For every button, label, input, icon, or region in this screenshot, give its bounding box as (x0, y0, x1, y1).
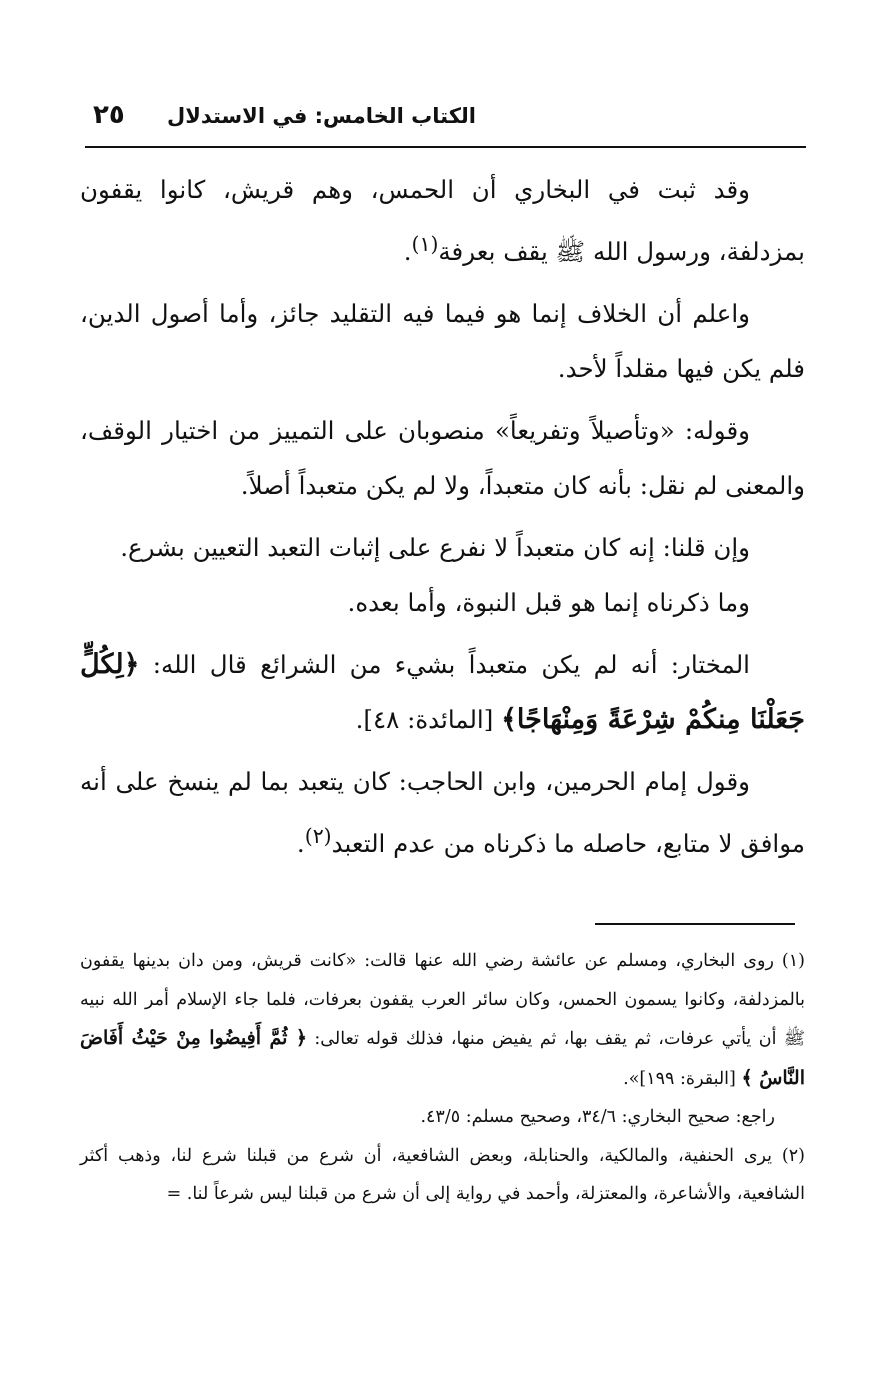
footnote-1 (80, 942, 805, 1098)
paragraph-5: وما ذكرناه إنما هو قبل النبوة، وأما بعده. (347, 588, 750, 618)
footnote-1-text: (١) روى البخاري، ومسلم عن عائشة رضي الله عنها قالت: «كانت قريش، ومن دان بدينها يقفون بالمزدلفة، وكانوا يسمون الحمس، وكان سائر العرب يقفون بعرفات، فلما جاء الإسلام أمر الله نبيه ﷺ أن يأتي عرفات، ثم يقف بها، ثم يفيض منها، فذلك قوله تعالى: (80, 951, 805, 1049)
paragraph-1-text: وقد ثبت في البخاري أن الحمس، وهم قريش، كانوا يقفون بمزدلفة، ورسول الله ﷺ يقف بعرفة (80, 175, 805, 267)
paragraph-3: وقوله: «وتأصيلاً وتفريعاً» منصوبان على التمييز من اختيار الوقف، والمعنى لم نقل: بأنه كان متعبداً، ولا لم يكن متعبداً أصلاً. (80, 416, 805, 501)
page-number: ٢٥ (93, 100, 125, 130)
paragraph-6 (80, 637, 805, 747)
paragraph-7 (80, 754, 805, 871)
main-text (80, 162, 805, 878)
footnote-verse-citation: [البقرة: ١٩٩]». (623, 1068, 736, 1089)
quran-verse: ﴿لِكُلٍّ جَعَلْنَا مِنكُمْ شِرْعَةً وَمِنْهَاجًا﴾ (80, 649, 805, 736)
footnotes (80, 942, 805, 1214)
running-title: الكتاب الخامس: في الاستدلال (166, 104, 476, 128)
footnote-2: (٢) يرى الحنفية، والمالكية، والحنابلة، وبعض الشافعية، أن شرع من قبلنا شرع لنا، وذهب أكثر الشافعية، والأشاعرة، والمعتزلة، وأحمد في رواية إلى أن شرع من قبلنا ليس شرعاً لنا. = (80, 1145, 805, 1204)
footnote-separator (595, 923, 795, 925)
footnote-ref-1: (١) (411, 232, 439, 256)
paragraph-7-end: . (296, 829, 305, 859)
paragraph-1 (80, 162, 805, 279)
paragraph-6-text: المختار: أنه لم يكن متعبداً بشيء من الشرائع قال الله: (152, 650, 750, 680)
paragraph-4: وإن قلنا: إنه كان متعبداً لا نفرع على إثبات التعبد التعيين بشرع. (120, 533, 750, 563)
verse-citation: [المائدة: ٤٨]. (355, 705, 494, 735)
paragraph-7-text: وقول إمام الحرمين، وابن الحاجب: كان يتعبد بما لم ينسخ على أنه موافق لا متابع، حاصله ما ذكرناه من عدم التعبد (80, 767, 805, 859)
page-header (85, 98, 806, 148)
paragraph-2: واعلم أن الخلاف إنما هو فيما فيه التقليد جائز، وأما أصول الدين، فلم يكن فيها مقلداً لأحد. (80, 299, 805, 384)
footnote-quran-verse: ﴿ ثُمَّ أَفِيضُوا مِنْ حَيْثُ أَفَاضَ النَّاسُ ﴾ (80, 1027, 805, 1089)
footnote-ref-2: (٢) (304, 824, 332, 849)
footnote-1-source: راجع: صحيح البخاري: ٣٤/٦، وصحيح مسلم: ٤٣/٥. (420, 1107, 775, 1127)
paragraph-1-end: . (403, 237, 412, 267)
